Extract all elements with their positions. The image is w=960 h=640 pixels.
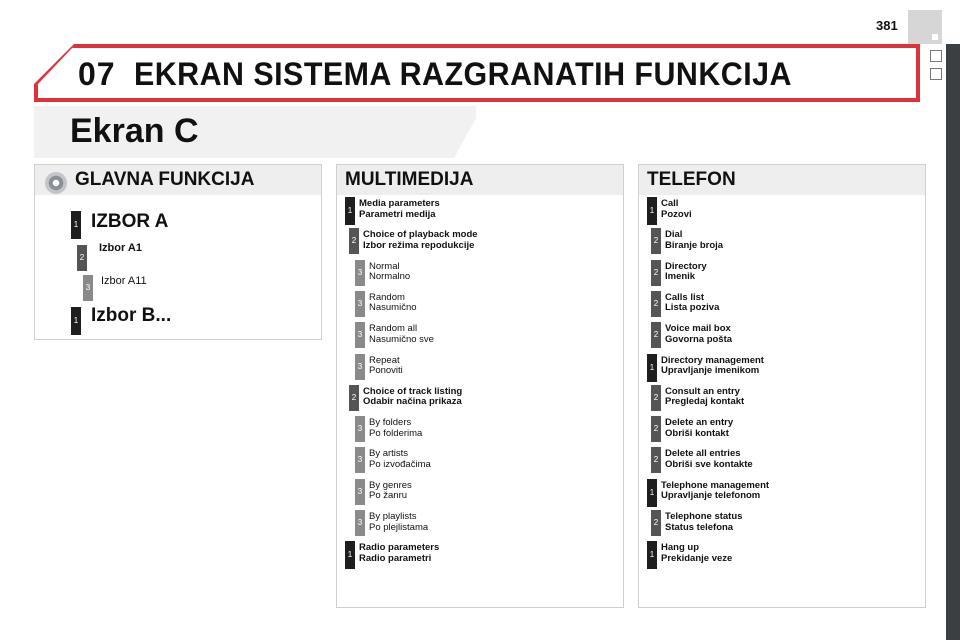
menu-item-english: By genres (369, 479, 412, 491)
menu-item (661, 356, 764, 377)
menu-item (665, 262, 707, 283)
level-tag: 2 (651, 416, 661, 442)
menu-item-translation: Obriši kontakt (665, 427, 729, 439)
menu-item-english: Hang up (661, 542, 699, 554)
level-tag: 3 (83, 275, 93, 301)
level-tag: 2 (349, 228, 359, 254)
menu-item (665, 324, 732, 345)
chapter-number: 07 (78, 56, 116, 92)
menu-item-english: Choice of playback mode (363, 229, 478, 241)
level-tag: 3 (355, 510, 365, 536)
menu-item-english: Voice mail box (665, 323, 731, 335)
menu-item-translation: Po plejlistama (369, 521, 429, 533)
menu-item-english: Delete an entry (665, 417, 734, 429)
nav-square-icon[interactable] (930, 50, 942, 62)
menu-item-translation: Govorna pošta (665, 333, 733, 345)
menu-item-english: By folders (369, 417, 412, 429)
level-tag: 3 (355, 291, 365, 317)
menu-item-english: Random (369, 291, 405, 303)
menu-item (661, 199, 692, 220)
menu-item (661, 481, 769, 502)
menu-item-english: Random all (369, 323, 418, 335)
menu-item (665, 512, 742, 533)
menu-item-translation: Pregledaj kontakt (665, 396, 745, 408)
menu-item (665, 387, 744, 408)
menu-item-english: Consult an entry (665, 385, 740, 397)
chapter-title: EKRAN SISTEMA RAZGRANATIH FUNKCIJA (134, 56, 792, 92)
menu-item-translation: Izbor režima repodukcije (363, 239, 475, 251)
menu-item (363, 230, 478, 251)
menu-item (369, 481, 412, 502)
menu-item (363, 387, 462, 408)
level-tag: 2 (651, 228, 661, 254)
menu-item (665, 418, 733, 439)
level-tag: 2 (651, 510, 661, 536)
menu-item-english: Repeat (369, 354, 400, 366)
legend-item-label: Izbor A1 (99, 242, 142, 254)
level-tag: 1 (647, 197, 657, 225)
level-tag: 3 (355, 322, 365, 348)
page-corner-tab (908, 10, 942, 44)
menu-item-english: By artists (369, 448, 409, 460)
menu-item-english: By playlists (369, 511, 417, 522)
level-tag: 3 (355, 479, 365, 505)
menu-item-english: Delete all entries (665, 448, 741, 460)
menu-item-translation: Upravljanje imenikom (661, 365, 760, 376)
level-tag: 2 (651, 260, 661, 286)
menu-item (661, 543, 732, 564)
multimedia-panel (336, 164, 624, 608)
telefon-title: TELEFON (647, 169, 736, 190)
menu-item-translation: Po žanru (369, 490, 408, 502)
multimedia-title: MULTIMEDIJA (345, 169, 474, 190)
menu-item (369, 512, 428, 533)
menu-item-translation: Obriši sve kontakte (665, 458, 753, 470)
menu-item (369, 293, 417, 314)
screen-title: Ekran C (70, 112, 199, 150)
menu-item-translation: Prekidanje veze (661, 552, 733, 564)
level-tag: 2 (349, 385, 359, 411)
menu-item (359, 543, 439, 564)
telefon-panel (638, 164, 926, 608)
level-tag: 1 (647, 479, 657, 507)
menu-item (369, 324, 434, 345)
menu-item-translation: Normalno (369, 271, 411, 283)
level-tag: 1 (345, 197, 355, 225)
menu-item-translation: Lista poziva (665, 302, 720, 314)
menu-item-english: Choice of track listing (363, 385, 463, 397)
menu-item-translation: Pozovi (661, 208, 692, 220)
level-tag: 1 (345, 541, 355, 569)
legend-item-label: IZBOR A (91, 211, 169, 232)
legend-item-label: Izbor A11 (101, 275, 147, 287)
level-tag: 1 (647, 541, 657, 569)
level-tag: 3 (355, 260, 365, 286)
menu-item-english: Normal (369, 260, 400, 272)
legend-panel (34, 164, 322, 340)
level-tag: 2 (651, 385, 661, 411)
menu-item-translation: Po folderima (369, 427, 423, 439)
menu-item-english: Directory management (661, 354, 764, 366)
menu-item-translation: Status telefona (665, 521, 734, 533)
menu-item-translation: Radio parametri (359, 552, 432, 564)
menu-item-translation: Parametri medija (359, 208, 436, 220)
menu-item-translation: Ponoviti (369, 365, 403, 376)
menu-item-english: Radio parameters (359, 542, 440, 554)
level-tag: 1 (71, 211, 81, 239)
level-tag: 3 (355, 447, 365, 473)
legend-item-label: Izbor B... (91, 305, 172, 326)
menu-item (665, 449, 753, 470)
level-tag: 3 (355, 354, 365, 380)
menu-item-translation: Nasumično (369, 302, 417, 314)
menu-item-english: Directory (665, 260, 707, 272)
menu-item (369, 356, 403, 377)
nav-square-icon[interactable] (930, 68, 942, 80)
menu-item-translation: Po izvođačima (369, 458, 431, 470)
menu-item-english: Call (661, 198, 679, 209)
menu-item-translation: Odabir načina prikaza (363, 396, 462, 408)
menu-item-english: Calls list (665, 291, 705, 303)
menu-item-english: Media parameters (359, 198, 440, 209)
menu-item (369, 449, 431, 470)
menu-item-translation: Imenik (665, 271, 696, 283)
menu-item-translation: Upravljanje telefonom (661, 490, 761, 502)
menu-item-english: Dial (665, 229, 683, 241)
level-tag: 1 (647, 354, 657, 382)
menu-item (369, 262, 410, 283)
level-tag: 2 (651, 291, 661, 317)
gear-icon (45, 172, 67, 194)
side-strip (946, 44, 960, 640)
menu-item-english: Telephone management (661, 479, 770, 491)
menu-item (665, 230, 723, 251)
menu-item-translation: Biranje broja (665, 239, 724, 251)
menu-item (359, 199, 440, 220)
menu-item (665, 293, 719, 314)
level-tag: 2 (651, 447, 661, 473)
level-tag: 3 (355, 416, 365, 442)
level-tag: 1 (71, 307, 81, 335)
menu-item-translation: Nasumično sve (369, 333, 434, 345)
legend-title: GLAVNA FUNKCIJA (75, 169, 255, 190)
level-tag: 2 (651, 322, 661, 348)
page-number: 381 (876, 18, 898, 33)
menu-item (369, 418, 422, 439)
menu-item-english: Telephone status (665, 511, 743, 522)
level-tag: 2 (77, 245, 87, 271)
